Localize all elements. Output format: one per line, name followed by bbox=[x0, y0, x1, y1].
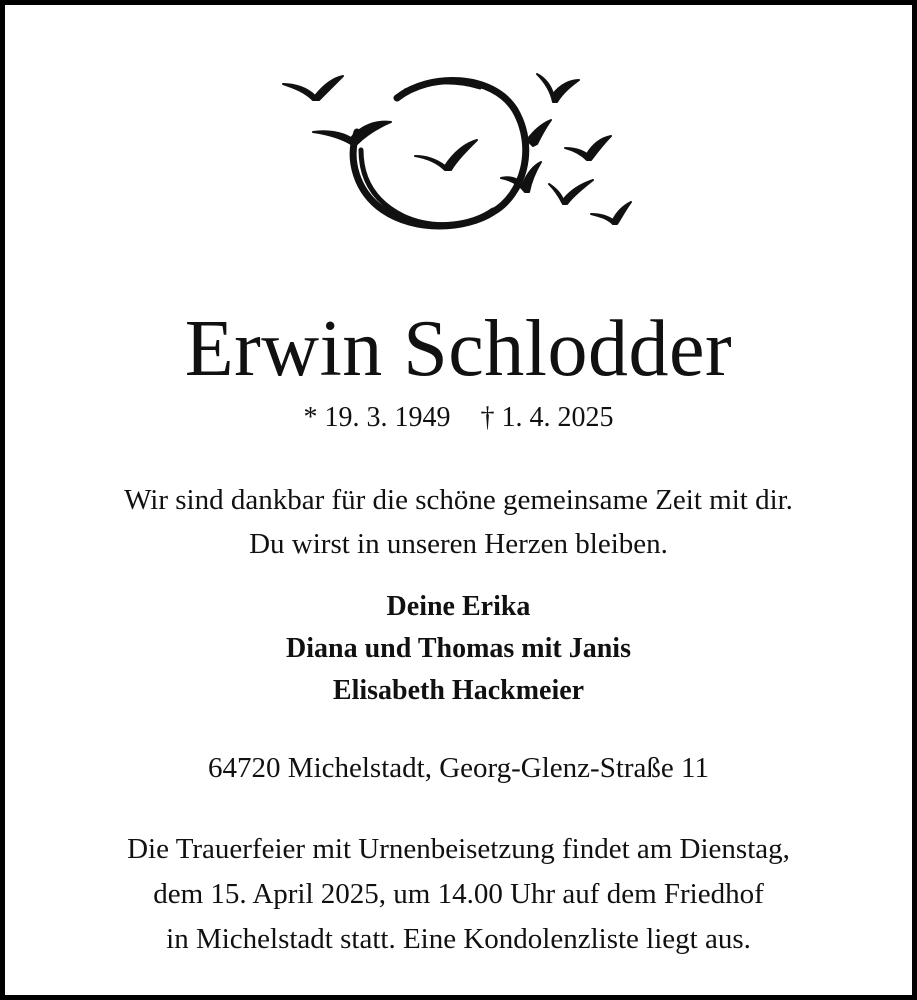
birth-symbol: * bbox=[303, 402, 318, 433]
quote-line: Wir sind dankbar für die schöne gemeinsame Zeit mit dir. bbox=[124, 484, 793, 516]
life-dates bbox=[5, 400, 912, 436]
deceased-name: Erwin Schlodder bbox=[184, 305, 733, 393]
death-symbol: † bbox=[480, 402, 495, 433]
mourners-list bbox=[5, 586, 912, 712]
mourner-line: Diana und Thomas mit Janis bbox=[286, 633, 631, 664]
service-line: Die Trauerfeier mit Urnenbeisetzung findet am Dienstag, bbox=[127, 833, 790, 865]
moon-with-birds-icon bbox=[265, 60, 655, 250]
death-date: 1. 4. 2025 bbox=[501, 402, 614, 433]
quote-line: Du wirst in unseren Herzen bleiben. bbox=[249, 528, 668, 560]
service-line: in Michelstadt statt. Eine Kondolenzliste liegt aus. bbox=[166, 923, 751, 955]
memorial-quote bbox=[5, 478, 912, 566]
funeral-service-info bbox=[5, 827, 912, 962]
family-address: 64720 Michelstadt, Georg-Glenz-Straße 11 bbox=[208, 752, 709, 784]
service-line: dem 15. April 2025, um 14.00 Uhr auf dem Friedhof bbox=[153, 878, 764, 910]
mourner-line: Elisabeth Hackmeier bbox=[332, 675, 585, 706]
mourner-line: Deine Erika bbox=[386, 591, 531, 622]
birth-date: 19. 3. 1949 bbox=[324, 402, 451, 433]
